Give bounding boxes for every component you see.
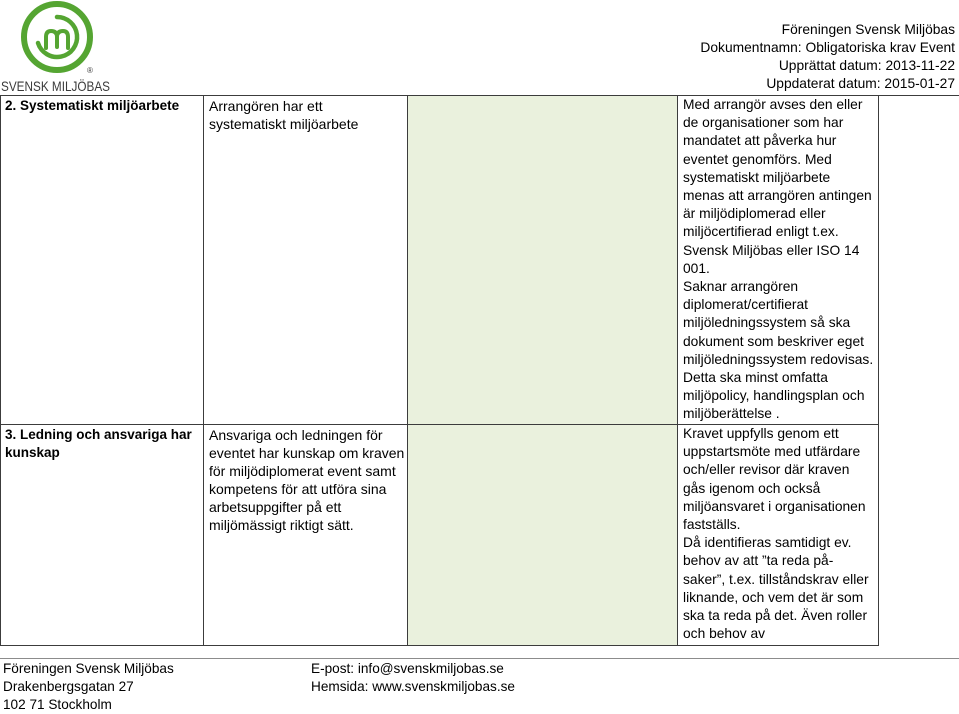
guidance-cell [678, 425, 879, 646]
guidance-line: Då identifieras samtidigt ev. [683, 535, 852, 551]
criteria-line: miljömässigt riktigt sätt. [209, 517, 354, 533]
guidance-line: miljöledningssystem redovisas. [683, 351, 874, 367]
guidance-line: och/eller revisor där kraven [683, 462, 850, 478]
criteria-line: systematiskt miljöarbete [209, 116, 359, 132]
guidance-line: miljöpolicy, handlingsplan och [683, 388, 865, 404]
header-created-date: Upprättat datum: 2013-11-22 [778, 58, 955, 73]
guidance-line: 001. [683, 260, 710, 276]
guidance-cell [678, 96, 879, 425]
logo-m-shape [46, 31, 68, 48]
header-organization: Föreningen Svensk Miljöbas [781, 22, 955, 37]
assessment-cell [408, 425, 678, 646]
guidance-line: liknande, och vem det är som [683, 589, 864, 605]
guidance-line: mandatet att påverka hur [683, 133, 837, 149]
footer-divider [0, 658, 959, 659]
requirement-title: 3. Ledning och ansvariga har [5, 427, 192, 442]
criteria-line: Arrangören har ett [209, 98, 323, 114]
footer-organization: Föreningen Svensk Miljöbas [3, 661, 174, 676]
guidance-line: uppstartsmöte med utfärdare [683, 444, 861, 460]
guidance-line: saker”, t.ex. tillståndskrav eller [683, 571, 869, 587]
guidance-line: miljöansvaret i organisationen [683, 498, 866, 514]
assessment-cell [408, 96, 678, 425]
header-document-name: Dokumentnamn: Obligatoriska krav Event [700, 40, 955, 55]
requirement-title: kunskap [5, 444, 60, 460]
logo-wordmark: SVENSK MILJÖBAS [1, 78, 131, 94]
footer-address [3, 660, 174, 713]
guidance-line: menas att arrangören antingen [683, 188, 872, 204]
guidance-line: är miljödiplomerad eller [683, 206, 826, 222]
guidance-line: miljöledningssystem så ska [683, 315, 851, 331]
guidance-line: fastställs. [683, 517, 741, 533]
guidance-line: de organisationer som har [683, 115, 844, 131]
requirement-cell [1, 96, 204, 425]
guidance-line: eventet genomförs. Med [683, 151, 832, 167]
footer-email: E-post: info@svenskmiljobas.se [311, 661, 504, 676]
guidance-line: dokument som beskriver eget [683, 333, 864, 349]
footer-street: Drakenbergsgatan 27 [3, 678, 134, 694]
requirement-title: 2. Systematiskt miljöarbete [5, 98, 180, 113]
criteria-cell [204, 96, 408, 425]
logo [0, 0, 131, 94]
requirement-cell [1, 425, 204, 646]
guidance-line: Detta ska minst omfatta [683, 370, 828, 386]
guidance-line: Svensk Miljöbas eller ISO 14 [683, 242, 860, 258]
guidance-line: miljöberättelse . [683, 406, 780, 422]
guidance-line: gås igenom och också [683, 480, 821, 496]
header-updated-date: Uppdaterat datum: 2015-01-27 [766, 76, 955, 91]
criteria-line: kompetens för att utföra sina [209, 481, 387, 497]
guidance-line: Kravet uppfylls genom ett [683, 426, 839, 441]
guidance-line: diplomerat/certifierat [683, 297, 808, 313]
guidance-line: behov av att ”ta reda på- [683, 553, 834, 569]
document-header [700, 21, 955, 93]
footer-website: Hemsida: www.svenskmiljobas.se [311, 678, 515, 694]
footer-postal-city: 102 71 Stockholm [3, 696, 112, 712]
criteria-line: arbetsuppgifter på ett [209, 499, 342, 515]
criteria-line: för miljödiplomerat event samt [209, 463, 396, 479]
criteria-line: eventet har kunskap om kraven [209, 445, 405, 461]
guidance-line: Saknar arrangören [683, 279, 799, 295]
guidance-line: Med arrangör avses den eller [683, 97, 863, 112]
swirl-logo-icon [24, 4, 90, 70]
criteria-line: Ansvariga och ledningen för [209, 427, 383, 443]
footer-contact [311, 660, 515, 696]
guidance-line: ska ta reda på det. Även roller [683, 608, 868, 624]
requirements-table [0, 95, 879, 646]
criteria-cell [204, 425, 408, 646]
guidance-line: och behov av [683, 626, 766, 642]
guidance-line: systematiskt miljöarbete [683, 169, 831, 185]
guidance-line: miljöcertifierad enligt t.ex. [683, 224, 839, 240]
registered-mark: ® [87, 66, 93, 75]
